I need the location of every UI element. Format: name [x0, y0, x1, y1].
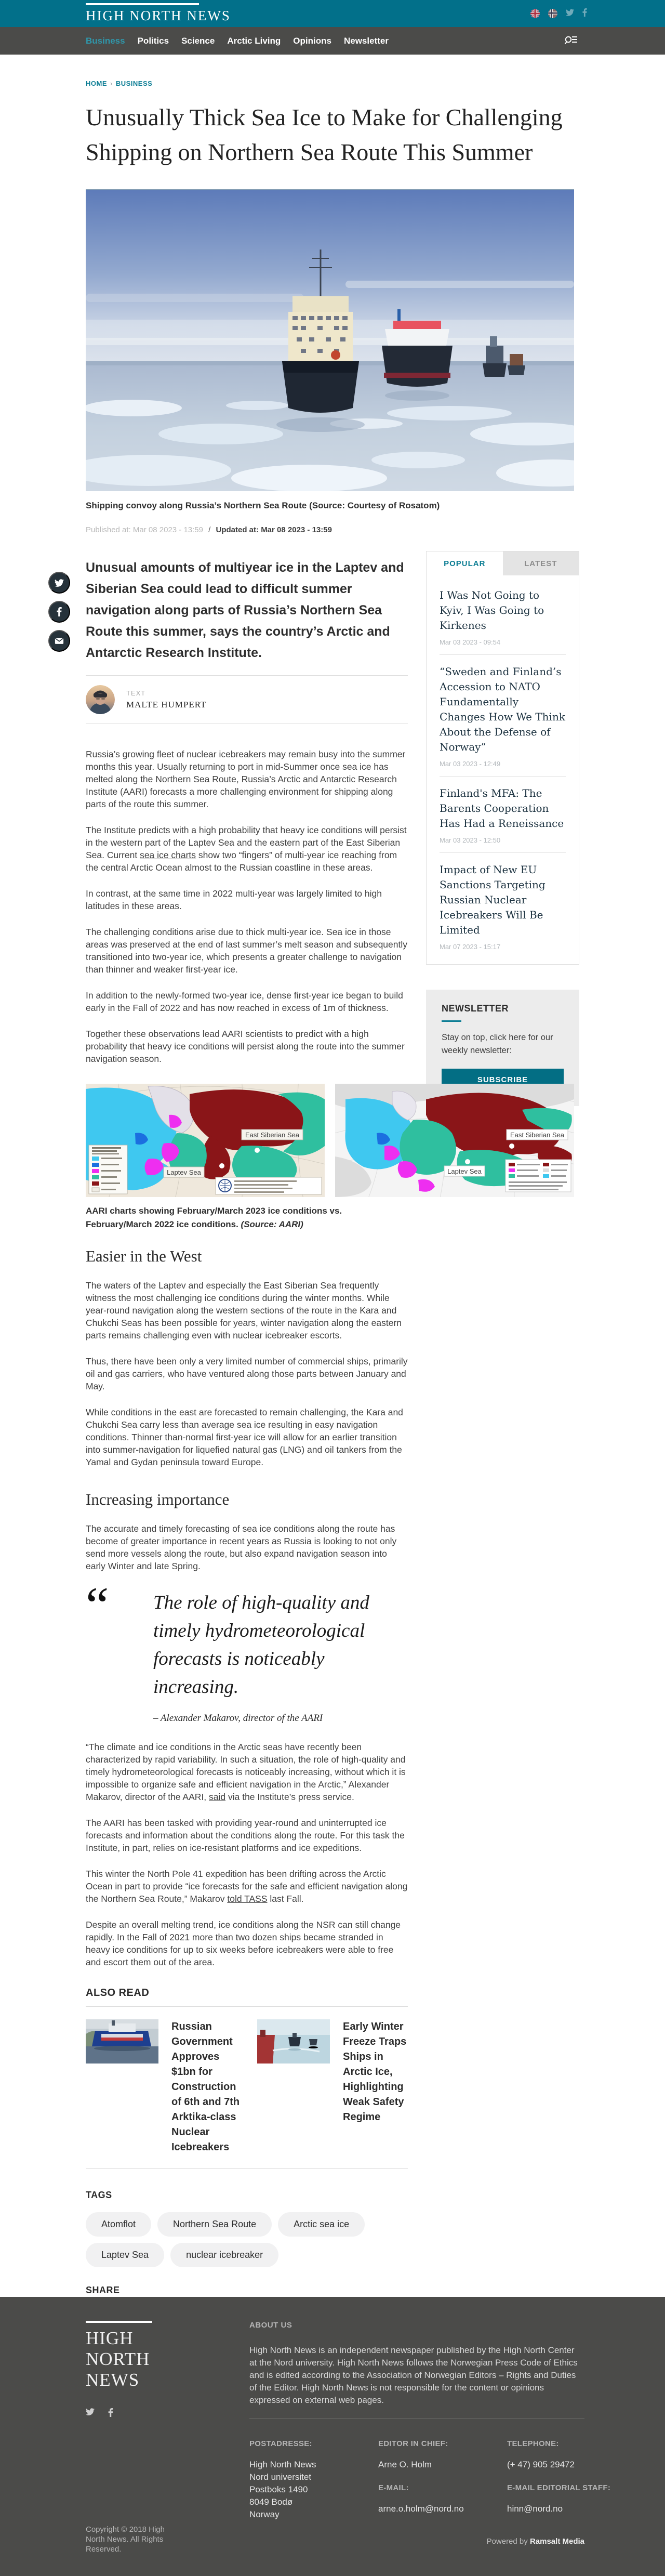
newsletter-label: NEWSLETTER	[442, 1003, 509, 1014]
footer-postal-column	[249, 2438, 378, 2521]
sidebar	[426, 551, 579, 1106]
hero-image	[86, 189, 574, 491]
paragraph: The Institute predicts with a high probability that heavy ice conditions will persist in the western part of the Laptev Sea and the eastern part of the East Siberian Sea. Current sea ice charts show two “fingers” of multi-year ice reaching from the central Arctic Ocean almost to the Russian coastline in these areas.	[86, 825, 407, 873]
related-article-title: Russian Government Approves $1bn for Construction of 6th and 7th Arktika-class Nuclear Icebreakers	[171, 2021, 240, 2153]
postal-line: 8049 Bodø	[249, 2497, 293, 2507]
facebook-icon[interactable]	[582, 8, 587, 19]
staff-email-label: E-MAIL EDITORIAL STAFF:	[507, 2483, 611, 2492]
tag-atomflot[interactable]: Atomflot	[86, 2212, 151, 2237]
newsletter-accent-rule	[442, 1020, 461, 1022]
related-article-thumbnail	[86, 2019, 158, 2155]
logo-rule	[86, 3, 199, 5]
postal-line: Nord universitet	[249, 2472, 312, 2482]
pull-quote	[86, 1576, 408, 1724]
published-label: Published at:	[86, 525, 131, 534]
related-article-thumbnail	[257, 2019, 330, 2155]
aari-charts-figure	[86, 1084, 574, 1231]
powered-by: Powered by Ramsalt Media	[486, 2537, 584, 2546]
article-lead: Unusual amounts of multiyear ice in the Laptev and Siberian Sea could lead to difficult summer navigation along parts of Russia’s Northern Sea Route this summer, says the country’s Arctic and Antarctic Research Institute.	[86, 560, 404, 660]
list-item[interactable]	[440, 579, 566, 655]
nav-item-business[interactable]: Business	[86, 35, 125, 46]
list-item[interactable]	[440, 655, 566, 777]
footer-logo-rule	[86, 2321, 152, 2323]
nav-item-opinions[interactable]: Opinions	[293, 35, 331, 46]
footer-phone-column	[507, 2438, 611, 2521]
facebook-icon[interactable]	[108, 2408, 113, 2420]
share-facebook-button[interactable]	[48, 601, 70, 623]
author-avatar	[86, 685, 115, 714]
subscribe-button[interactable]: SUBSCRIBE	[442, 1069, 564, 1090]
paragraph: In addition to the newly-formed two-year ice, dense first-year ice began to build early in the Fall of 2022 and has now reached in excess of 1m of thickness.	[86, 990, 403, 1013]
updated-label: Updated at:	[216, 525, 259, 534]
paragraph: “The climate and ice conditions in the Arctic seas have recently been characterized by rapid variability. In such a situation, the role of high-quality and timely hydrometeorological forecasts is noticeably increasing, without which it is impossible to organize safe and efficient navigation in the Arctic,” Alexander Makarov, director of the AARI, said via the Institute’s press service.	[86, 1742, 406, 1802]
breadcrumb	[86, 80, 579, 87]
breadcrumb-home[interactable]: HOME	[86, 80, 107, 87]
said-link[interactable]: said	[209, 1792, 226, 1802]
tags-label: TAGS	[86, 2190, 112, 2200]
hero-caption: Shipping convoy along Russia’s Northern Sea Route (Source: Courtesy of Rosatom)	[86, 501, 440, 510]
author-block	[86, 675, 408, 724]
logo-text: HIGH NORTH NEWS	[86, 8, 231, 23]
ramsalt-media-link[interactable]: Ramsalt Media	[529, 2537, 584, 2546]
svg-text:East Siberian Sea: East Siberian Sea	[245, 1131, 300, 1139]
newsletter-text: Stay on top, click here for our weekly newsletter:	[442, 1033, 553, 1055]
nav-item-arctic-living[interactable]: Arctic Living	[227, 35, 281, 46]
twitter-icon[interactable]	[86, 2408, 95, 2420]
site-header	[0, 0, 665, 27]
breadcrumb-business[interactable]: BUSINESS	[115, 80, 153, 87]
paragraph: In contrast, at the same time in 2022 multi-year was largely limited to high latitudes in these areas.	[86, 888, 382, 911]
site-footer	[0, 2297, 665, 2576]
social-share-rail	[48, 572, 70, 652]
postal-label: POSTADRESSE:	[249, 2439, 312, 2448]
telephone-label: TELEPHONE:	[507, 2439, 559, 2448]
site-logo[interactable]	[86, 3, 231, 24]
svg-text:Laptev Sea: Laptev Sea	[447, 1167, 482, 1175]
paragraph: The accurate and timely forecasting of sea ice conditions along the route has become of greater importance in recent years as Russia is looking to not only send more vessels along the route, but also expand navigation season into early Winter and late Spring.	[86, 1523, 397, 1571]
footer-logo-line: HIGH	[86, 2328, 134, 2348]
sidebar-article-date: Mar 07 2023 - 15:17	[440, 943, 501, 951]
told-tass-link[interactable]: told TASS	[227, 1894, 268, 1904]
tag-laptev-sea[interactable]: Laptev Sea	[86, 2243, 164, 2267]
nav-item-politics[interactable]: Politics	[137, 35, 169, 46]
tab-latest[interactable]: LATEST	[503, 551, 579, 575]
editor-label: EDITOR IN CHIEF:	[378, 2439, 448, 2448]
paragraph: The waters of the Laptev and especially the East Siberian Sea frequently witness the most challenging ice conditions during the winter months. While year-round navigation along the western sections of the route in the Kara and Chukchi Seas has been possible for years, winter navigation along the eastern parts remains challenging even with nuclear icebreaker escorts.	[86, 1280, 402, 1340]
sidebar-article-title[interactable]: I Was Not Going to Kyiv, I Was Going to Kirkenes	[440, 589, 544, 632]
related-article-card[interactable]	[257, 2019, 413, 2155]
footer-divider	[249, 2418, 584, 2419]
staff-email[interactable]: hinn@nord.no	[507, 2504, 563, 2514]
paragraph: The challenging conditions arise due to thick multi-year ice. Sea ice in those areas was preserved at the end of last summer’s melt season and subsequently transitioned into two-year ice, which presents a greater challenge to navigation than thinner and weaker first-year ice.	[86, 927, 407, 975]
tag-nuclear-icebreaker[interactable]: nuclear icebreaker	[170, 2243, 278, 2267]
copyright-text: Copyright © 2018 High North News. All Rights Reserved.	[86, 2525, 165, 2554]
section-heading-easier: Easier in the West	[86, 1247, 202, 1265]
nav-item-science[interactable]: Science	[181, 35, 215, 46]
divider	[86, 2168, 408, 2169]
breadcrumb-separator: ›	[110, 80, 113, 87]
sea-ice-charts-link[interactable]: sea ice charts	[140, 850, 196, 860]
chart-caption: AARI charts showing February/March 2023 ice conditions vs. February/March 2022 ice conditions. (Source: AARI)	[86, 1206, 342, 1229]
quote-text: The role of high-quality and timely hydrometeorological forecasts is noticeably increasing.	[153, 1592, 369, 1698]
search-icon[interactable]	[564, 34, 578, 49]
sidebar-article-date: Mar 03 2023 - 12:49	[440, 760, 501, 768]
published-row	[86, 525, 579, 534]
author-name[interactable]: MALTE HUMPERT	[126, 700, 207, 709]
related-article-title: Early Winter Freeze Traps Ships in Arctic Ice, Highlighting Weak Safety Regime	[343, 2021, 407, 2123]
email-label: E-MAIL:	[378, 2483, 409, 2492]
paragraph: The AARI has been tasked with providing year-round and uninterrupted ice forecasts and information about the conditions along the route. For this task the Institute, in part, relies on ice-resistant platforms and ice expeditions.	[86, 1818, 405, 1853]
meta-separator: /	[208, 525, 211, 534]
nav-item-newsletter[interactable]: Newsletter	[343, 35, 389, 46]
tab-popular[interactable]: POPULAR	[427, 551, 503, 575]
author-label: TEXT	[126, 689, 146, 697]
published-date: Mar 08 2023 - 13:59	[132, 525, 203, 534]
sidebar-article-title[interactable]: Finland's MFA: The Barents Cooperation Has Had a Reneissance	[440, 787, 564, 830]
svg-text:Laptev Sea: Laptev Sea	[167, 1168, 201, 1176]
share-email-button[interactable]	[48, 630, 70, 652]
sidebar-article-date: Mar 03 2023 - 12:50	[440, 836, 501, 844]
paragraph: While conditions in the east are forecasted to remain challenging, the Kara and Chukchi Sea carry less than average sea ice resulting in easy navigation conditions. Thinner than-normal first-year ice will allow for an earlier transition into summer-navigation for liquefied natural gas (LNG) and oil tankers from the Yamal and Gydan peninsula toward Europe.	[86, 1407, 403, 1467]
editor-name: Arne O. Holm	[378, 2460, 432, 2469]
popular-latest-box	[426, 551, 579, 965]
about-us-label: ABOUT US	[249, 2321, 292, 2330]
svg-text:East Siberian Sea: East Siberian Sea	[510, 1131, 565, 1139]
sidebar-article-title[interactable]: Impact of New EU Sanctions Targeting Russian Nuclear Icebreakers Will Be Limited	[440, 863, 546, 936]
editor-email[interactable]: arne.o.holm@nord.no	[378, 2504, 464, 2514]
quote-attribution: – Alexander Makarov, director of the AARI	[153, 1713, 323, 1724]
ice-chart-2022	[335, 1084, 574, 1197]
list-item[interactable]	[440, 777, 566, 853]
divider	[86, 2006, 408, 2007]
related-article-card[interactable]	[86, 2019, 242, 2155]
paragraph: Together these observations lead AARI scientists to predict with a high probability that heavy ice conditions will persist along the route into the summer navigation season.	[86, 1029, 405, 1064]
tag-northern-sea-route[interactable]: Northern Sea Route	[157, 2212, 272, 2237]
paragraph: Despite an overall melting trend, ice conditions along the NSR can still change rapidly. In the Fall of 2021 more than two dozen ships became stranded in heavy ice conditions for up to six weeks before icebreakers were able to free and escort them out of the area.	[86, 1920, 401, 1967]
paragraph: This winter the North Pole 41 expedition has been drifting across the Arctic Ocean in part to provide “ice forecasts for the safe and efficient navigation along the Northern Sea Route,” Makarov told TASS last Fall.	[86, 1869, 408, 1904]
also-read-label: ALSO READ	[86, 1987, 150, 1999]
page-title: Unusually Thick Sea Ice to Make for Challenging Shipping on Northern Sea Route This Summer	[86, 104, 563, 165]
footer-editor-column	[378, 2438, 507, 2521]
twitter-icon[interactable]	[566, 9, 574, 19]
list-item[interactable]	[440, 853, 566, 959]
sidebar-article-date: Mar 03 2023 - 09:54	[440, 638, 501, 646]
main-navigation	[0, 27, 665, 55]
updated-date: Mar 08 2023 - 13:59	[261, 525, 332, 534]
also-read-cards	[86, 2019, 408, 2155]
footer-logo-line: NEWS	[86, 2370, 140, 2390]
section-heading-importance: Increasing importance	[86, 1490, 230, 1508]
ice-chart-2023	[86, 1084, 325, 1197]
tag-list	[86, 2212, 408, 2267]
paragraph: Russia’s growing fleet of nuclear icebreakers may remain busy into the summer months this year. Usually returning to port in mid-Summer once sea ice has melted along the Northern Sea Route, Russia’s Arctic and Antarctic Research Institute (AARI) forecasts a more challenging environment for shipping along parts of the route this summer.	[86, 749, 406, 809]
sidebar-article-title[interactable]: “Sweden and Finland’s Accession to NATO Fundamentally Changes How We Think About the Defense of Norway”	[440, 665, 565, 753]
share-twitter-button[interactable]	[48, 572, 70, 594]
norway-flag-icon[interactable]	[548, 9, 557, 18]
tag-arctic-sea-ice[interactable]: Arctic sea ice	[278, 2212, 365, 2237]
postal-line: Norway	[249, 2509, 280, 2519]
postal-line: High North News	[249, 2460, 316, 2469]
telephone-number: (+ 47) 905 29472	[507, 2460, 575, 2469]
uk-flag-icon[interactable]	[530, 9, 540, 18]
about-us-text: High North News is an independent newspaper published by the High North Center at the Nord university. High North News follows the Norwegian Press Code of Ethics and is edited according to the Association of Norwegian Editors – Rights and Duties of the Editor. High North News is not responsible for the content or opinions expressed on external web pages.	[249, 2345, 578, 2405]
paragraph: Thus, there have been only a very limited number of commercial ships, primarily oil and gas carriers, who have ventured along those parts between January and May.	[86, 1356, 408, 1391]
quote-mark-icon: “	[86, 1576, 109, 1634]
share-label: SHARE	[86, 2285, 120, 2295]
postal-line: Postboks 1490	[249, 2485, 308, 2494]
footer-logo-line: NORTH	[86, 2349, 150, 2369]
